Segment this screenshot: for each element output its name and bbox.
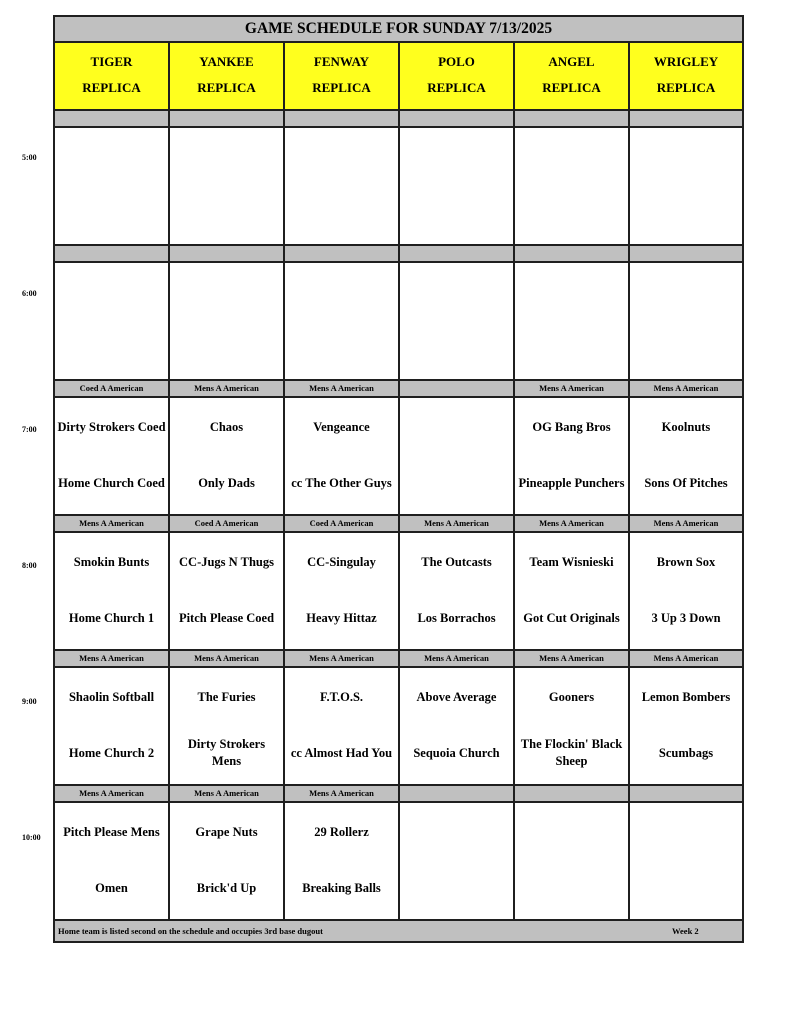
game-cell (170, 668, 285, 784)
time-label: 7:00 (22, 425, 37, 434)
home-team: Sons Of Pitches (644, 475, 728, 490)
division-label (515, 246, 630, 261)
game-cell (400, 668, 515, 784)
away-team: The Outcasts (421, 554, 492, 569)
game-cell (285, 263, 400, 379)
away-team: The Furies (197, 689, 256, 704)
game-cell (400, 533, 515, 649)
home-team: Heavy Hittaz (306, 610, 377, 625)
field-sub: REPLICA (656, 80, 716, 95)
division-label (515, 111, 630, 126)
division-label: Mens A American (630, 516, 742, 531)
division-label (400, 111, 515, 126)
home-team: cc Almost Had You (290, 745, 393, 760)
game-cell (400, 398, 515, 514)
division-label: Mens A American (285, 381, 400, 396)
division-band (55, 786, 742, 803)
home-team: Omen (95, 880, 128, 895)
home-team: Got Cut Originals (523, 610, 620, 625)
time-column (0, 0, 54, 1024)
game-cell (285, 398, 400, 514)
division-label: Mens A American (515, 381, 630, 396)
field-name: FENWAY (313, 54, 370, 69)
field-header-wrigley (630, 43, 742, 109)
away-team: Gooners (548, 689, 595, 704)
field-sub: REPLICA (82, 80, 141, 95)
away-team: CC-Jugs N Thugs (179, 554, 274, 569)
field-name: ANGEL (548, 54, 595, 69)
away-team: OG Bang Bros (532, 419, 611, 434)
away-team: Smokin Bunts (73, 554, 150, 569)
division-label: Mens A American (630, 651, 742, 666)
game-cell (55, 668, 170, 784)
game-cell (285, 533, 400, 649)
home-team-note: Home team is listed second on the schedule and occupies 3rd base dugout (58, 926, 323, 936)
game-cell (285, 128, 400, 244)
game-cell (285, 803, 400, 919)
home-team: cc The Other Guys (291, 475, 392, 490)
division-label (55, 111, 170, 126)
division-label (400, 381, 515, 396)
division-label: Mens A American (55, 786, 170, 801)
schedule-title: GAME SCHEDULE FOR SUNDAY 7/13/2025 (55, 17, 742, 43)
game-cell (170, 398, 285, 514)
division-label (630, 246, 742, 261)
field-header-angel (515, 43, 630, 109)
division-label: Coed A American (285, 516, 400, 531)
division-label: Mens A American (285, 651, 400, 666)
schedule-footer (55, 921, 742, 941)
division-band (55, 651, 742, 668)
game-cell (630, 263, 742, 379)
game-cell (400, 263, 515, 379)
division-label (55, 246, 170, 261)
game-cell (515, 668, 630, 784)
time-label: 6:00 (22, 289, 37, 298)
division-label: Mens A American (170, 786, 285, 801)
field-name: TIGER (90, 54, 133, 69)
game-cell (515, 128, 630, 244)
away-team: Brown Sox (656, 554, 716, 569)
game-cell (170, 533, 285, 649)
division-label: Mens A American (170, 651, 285, 666)
home-team: Sequoia Church (413, 745, 500, 760)
away-team: Pitch Please Mens (63, 824, 160, 839)
home-team: Pineapple Punchers (518, 475, 625, 490)
away-team: Koolnuts (661, 419, 711, 434)
field-sub: REPLICA (197, 80, 256, 95)
division-label: Mens A American (400, 516, 515, 531)
time-slot-row (55, 668, 742, 786)
division-label (630, 111, 742, 126)
game-cell (400, 803, 515, 919)
game-cell (170, 803, 285, 919)
game-cell (170, 263, 285, 379)
division-label (170, 246, 285, 261)
game-cell (515, 533, 630, 649)
division-label (170, 111, 285, 126)
time-label: 5:00 (22, 153, 37, 162)
division-label (285, 246, 400, 261)
division-label: Mens A American (55, 516, 170, 531)
home-team: The Flockin' Black Sheep (520, 737, 623, 768)
field-sub: REPLICA (542, 80, 601, 95)
division-label (515, 786, 630, 801)
home-team: Scumbags (658, 745, 714, 760)
home-team: Only Dads (198, 475, 255, 490)
division-label: Mens A American (170, 381, 285, 396)
away-team: F.T.O.S. (319, 689, 364, 704)
division-label: Mens A American (55, 651, 170, 666)
away-team: Above Average (416, 689, 497, 704)
home-team: Los Borrachos (417, 610, 496, 625)
division-band (55, 111, 742, 128)
division-label (285, 111, 400, 126)
time-slot-row (55, 803, 742, 921)
division-band (55, 381, 742, 398)
game-cell (55, 398, 170, 514)
field-sub: REPLICA (427, 80, 486, 95)
away-team: Lemon Bombers (641, 689, 731, 704)
game-cell (515, 263, 630, 379)
division-label (400, 246, 515, 261)
away-team: Chaos (209, 419, 244, 434)
schedule-table (53, 15, 744, 943)
division-label: Mens A American (285, 786, 400, 801)
time-slot-row (55, 398, 742, 516)
home-team: Breaking Balls (302, 880, 381, 895)
field-name: WRIGLEY (653, 54, 719, 69)
away-team: Vengeance (313, 419, 370, 434)
away-team: Shaolin Softball (68, 689, 155, 704)
home-team: Home Church 2 (68, 745, 155, 760)
away-team: Team Wisnieski (529, 554, 614, 569)
field-header-polo (400, 43, 515, 109)
field-header-tiger (55, 43, 170, 109)
game-cell (55, 803, 170, 919)
home-team: Brick'd Up (196, 880, 257, 895)
division-label (400, 786, 515, 801)
field-name: YANKEE (199, 54, 254, 69)
week-label: Week 2 (672, 926, 699, 936)
division-band (55, 516, 742, 533)
time-slot-row (55, 263, 742, 381)
home-team: Home Church 1 (68, 610, 155, 625)
field-header-row (55, 43, 742, 111)
game-cell (515, 398, 630, 514)
field-header-fenway (285, 43, 400, 109)
time-slot-row (55, 533, 742, 651)
division-label: Mens A American (515, 651, 630, 666)
home-team: Home Church Coed (58, 475, 165, 490)
game-cell (285, 668, 400, 784)
time-label: 10:00 (22, 833, 41, 842)
game-cell (515, 803, 630, 919)
game-cell (55, 533, 170, 649)
game-cell (630, 533, 742, 649)
time-label: 8:00 (22, 561, 37, 570)
game-cell (630, 803, 742, 919)
game-cell (55, 263, 170, 379)
division-label: Coed A American (55, 381, 170, 396)
division-label: Coed A American (170, 516, 285, 531)
home-team: 3 Up 3 Down (651, 610, 721, 625)
field-sub: REPLICA (312, 80, 371, 95)
home-team: Dirty Strokers Mens (187, 737, 266, 768)
away-team: CC-Singulay (307, 554, 376, 569)
game-cell (630, 398, 742, 514)
time-label: 9:00 (22, 697, 37, 706)
game-cell (630, 128, 742, 244)
away-team: Dirty Strokers Coed (57, 419, 166, 434)
division-label: Mens A American (515, 516, 630, 531)
away-team: 29 Rollerz (314, 824, 369, 839)
game-cell (170, 128, 285, 244)
division-label: Mens A American (400, 651, 515, 666)
game-cell (400, 128, 515, 244)
home-team: Pitch Please Coed (178, 610, 275, 625)
game-cell (630, 668, 742, 784)
field-header-yankee (170, 43, 285, 109)
time-slots (55, 111, 742, 921)
division-label (630, 786, 742, 801)
division-label: Mens A American (630, 381, 742, 396)
away-team: Grape Nuts (195, 824, 258, 839)
field-name: POLO (438, 54, 475, 69)
division-band (55, 246, 742, 263)
game-cell (55, 128, 170, 244)
time-slot-row (55, 128, 742, 246)
